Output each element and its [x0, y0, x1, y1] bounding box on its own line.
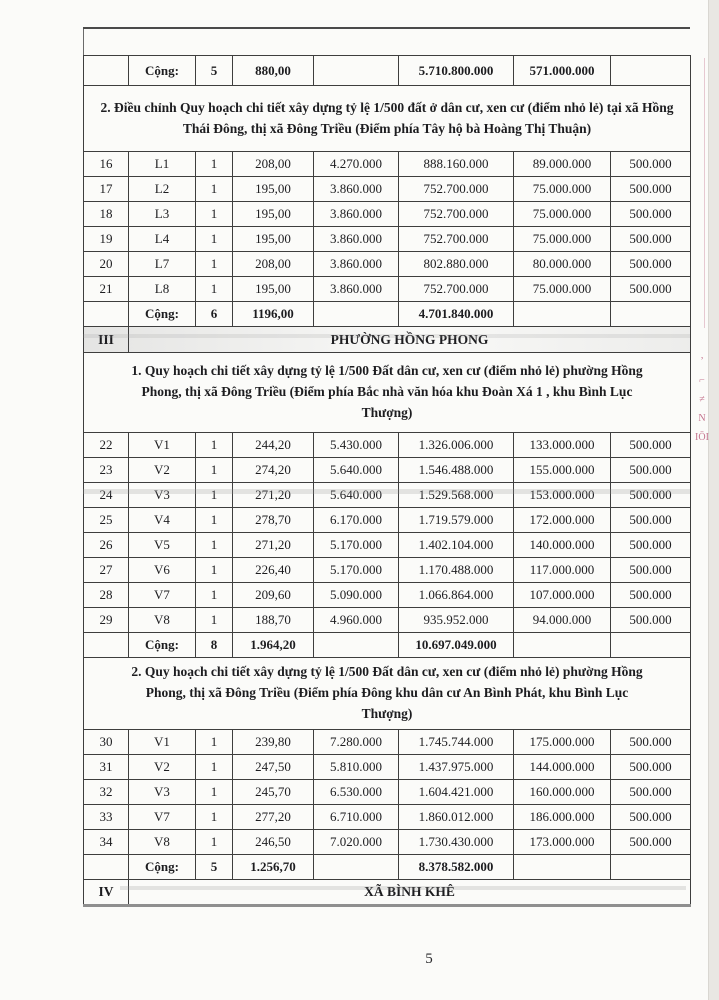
cell-stt: [84, 854, 129, 879]
cell-stt: 27: [84, 558, 129, 583]
cell-so-luong: 1: [196, 277, 233, 302]
cell-ky-hieu: V4: [129, 508, 196, 533]
table-row-data: [84, 177, 691, 202]
cell-le-phi: 500.000: [611, 533, 691, 558]
cell-don-gia: [314, 854, 399, 879]
cell-stt: 20: [84, 252, 129, 277]
cell-le-phi: 500.000: [611, 152, 691, 177]
cell-don-gia: [314, 633, 399, 658]
cell-dien-tich: 239,80: [233, 729, 314, 754]
cell-dien-tich: 195,00: [233, 177, 314, 202]
cell-tien: [514, 633, 611, 658]
cell-tien: 75.000.000: [514, 227, 611, 252]
cell-ky-hieu: Cộng:: [129, 854, 196, 879]
cell-stt: 24: [84, 483, 129, 508]
cell-don-gia: 3.860.000: [314, 252, 399, 277]
cell-so-luong: 6: [196, 302, 233, 327]
cell-dien-tich: 1196,00: [233, 302, 314, 327]
cell-dien-tich: 226,40: [233, 558, 314, 583]
cell-le-phi: 500.000: [611, 433, 691, 458]
cell-dien-tich: 274,20: [233, 458, 314, 483]
table-row-data: [84, 533, 691, 558]
cell-don-gia: 5.430.000: [314, 433, 399, 458]
cell-thanh-tien: 1.546.488.000: [399, 458, 514, 483]
table-row-data: [84, 608, 691, 633]
cell-thanh-tien: 802.880.000: [399, 252, 514, 277]
group-heading: 1. Quy hoạch chi tiết xây dựng tỷ lệ 1/500 Đất dân cư, xen cư (điểm nhỏ lẻ) phường Hồng Phong, thị xã Đông Triều (Điểm phía Bắc nhà văn hóa khu Đoàn Xá 1 , khu Bình Lục Thượng): [84, 353, 691, 433]
cell-tien: 75.000.000: [514, 277, 611, 302]
table-row-data: [84, 483, 691, 508]
cell-ky-hieu: V1: [129, 433, 196, 458]
cell-tien: 144.000.000: [514, 754, 611, 779]
table-row-section: [84, 327, 691, 353]
cell-so-luong: 1: [196, 177, 233, 202]
cell-tien: 172.000.000: [514, 508, 611, 533]
cell-dien-tich: 271,20: [233, 483, 314, 508]
table-row-sum: [84, 302, 691, 327]
cell-ky-hieu: Cộng:: [129, 302, 196, 327]
cell-tien: 571.000.000: [514, 56, 611, 86]
cell-thanh-tien: 5.710.800.000: [399, 56, 514, 86]
cell-thanh-tien: 1.719.579.000: [399, 508, 514, 533]
cell-stt: 28: [84, 583, 129, 608]
cell-stt: 21: [84, 277, 129, 302]
cell-le-phi: 500.000: [611, 252, 691, 277]
cell-so-luong: 5: [196, 56, 233, 86]
cell-ky-hieu: Cộng:: [129, 633, 196, 658]
cell-dien-tich: 246,50: [233, 829, 314, 854]
cell-so-luong: 1: [196, 558, 233, 583]
cell-ky-hieu: V8: [129, 608, 196, 633]
cell-le-phi: 500.000: [611, 779, 691, 804]
cell-ky-hieu: V5: [129, 533, 196, 558]
cell-dien-tich: 278,70: [233, 508, 314, 533]
cell-tien: 133.000.000: [514, 433, 611, 458]
cell-tien: 75.000.000: [514, 202, 611, 227]
group-heading: 2. Điều chỉnh Quy hoạch chi tiết xây dựng tỷ lệ 1/500 đất ở dân cư, xen cư (điểm nhỏ lẻ) tại xã Hồng Thái Đông, thị xã Đông Triều (Điểm phía Tây hộ bà Hoàng Thị Thuận): [84, 86, 691, 152]
cell-thanh-tien: 1.437.975.000: [399, 754, 514, 779]
cell-stt: 18: [84, 202, 129, 227]
stamp-hairline: [704, 58, 705, 328]
table-row-data: [84, 754, 691, 779]
cell-so-luong: 1: [196, 533, 233, 558]
cell-don-gia: 5.170.000: [314, 558, 399, 583]
cell-don-gia: 4.270.000: [314, 152, 399, 177]
cell-thanh-tien: 10.697.049.000: [399, 633, 514, 658]
cell-don-gia: 3.860.000: [314, 277, 399, 302]
cell-tien: 140.000.000: [514, 533, 611, 558]
table-row-heading: [84, 353, 691, 433]
margin-stamp: [694, 352, 710, 447]
table-left-rule: [83, 29, 84, 55]
cell-thanh-tien: 8.378.582.000: [399, 854, 514, 879]
section-title: PHƯỜNG HỒNG PHONG: [129, 327, 691, 353]
table-row-data: [84, 583, 691, 608]
cell-dien-tich: 195,00: [233, 277, 314, 302]
cell-dien-tich: 277,20: [233, 804, 314, 829]
cell-so-luong: 1: [196, 433, 233, 458]
cell-don-gia: 5.170.000: [314, 533, 399, 558]
cell-don-gia: 6.710.000: [314, 804, 399, 829]
cell-thanh-tien: 1.326.006.000: [399, 433, 514, 458]
cell-le-phi: [611, 854, 691, 879]
cell-ky-hieu: L7: [129, 252, 196, 277]
cell-so-luong: 1: [196, 583, 233, 608]
cell-stt: 23: [84, 458, 129, 483]
cell-tien: 155.000.000: [514, 458, 611, 483]
cell-ky-hieu: V3: [129, 483, 196, 508]
table-row-data: [84, 152, 691, 177]
cell-so-luong: 1: [196, 458, 233, 483]
table-row-data: [84, 252, 691, 277]
cell-thanh-tien: 1.402.104.000: [399, 533, 514, 558]
cell-stt: 32: [84, 779, 129, 804]
cell-don-gia: 4.960.000: [314, 608, 399, 633]
cell-tien: [514, 302, 611, 327]
cell-le-phi: 500.000: [611, 829, 691, 854]
cell-tien: 186.000.000: [514, 804, 611, 829]
cell-le-phi: 500.000: [611, 458, 691, 483]
cell-ky-hieu: V3: [129, 779, 196, 804]
cell-don-gia: [314, 302, 399, 327]
cell-stt: [84, 633, 129, 658]
table-row-data: [84, 729, 691, 754]
cell-so-luong: 1: [196, 252, 233, 277]
cell-tien: 160.000.000: [514, 779, 611, 804]
cell-don-gia: 5.810.000: [314, 754, 399, 779]
cell-stt: 30: [84, 729, 129, 754]
cell-ky-hieu: L2: [129, 177, 196, 202]
cell-le-phi: [611, 633, 691, 658]
cell-ky-hieu: V7: [129, 583, 196, 608]
table-row-data: [84, 202, 691, 227]
cell-le-phi: 500.000: [611, 277, 691, 302]
cell-so-luong: 8: [196, 633, 233, 658]
cell-stt: [84, 56, 129, 86]
cell-don-gia: 7.020.000: [314, 829, 399, 854]
cell-le-phi: 500.000: [611, 583, 691, 608]
cell-so-luong: 1: [196, 152, 233, 177]
land-price-table: [83, 55, 691, 907]
cell-don-gia: 6.170.000: [314, 508, 399, 533]
cell-stt: 16: [84, 152, 129, 177]
cell-tien: 173.000.000: [514, 829, 611, 854]
cell-stt: 19: [84, 227, 129, 252]
cell-don-gia: 7.280.000: [314, 729, 399, 754]
cell-dien-tich: 1.964,20: [233, 633, 314, 658]
cell-so-luong: 1: [196, 779, 233, 804]
cell-le-phi: 500.000: [611, 608, 691, 633]
cell-ky-hieu: L3: [129, 202, 196, 227]
cell-stt: 25: [84, 508, 129, 533]
table-row-section: [84, 879, 691, 905]
cell-le-phi: 500.000: [611, 483, 691, 508]
cell-dien-tich: 1.256,70: [233, 854, 314, 879]
cell-le-phi: [611, 56, 691, 86]
table-row-sum: [84, 854, 691, 879]
cell-thanh-tien: 888.160.000: [399, 152, 514, 177]
cell-tien: 107.000.000: [514, 583, 611, 608]
cell-dien-tich: 188,70: [233, 608, 314, 633]
table-row-sum: [84, 633, 691, 658]
cell-ky-hieu: V6: [129, 558, 196, 583]
cell-ky-hieu: V2: [129, 754, 196, 779]
table-row-data: [84, 433, 691, 458]
cell-thanh-tien: 1.860.012.000: [399, 804, 514, 829]
cell-so-luong: 1: [196, 202, 233, 227]
cell-dien-tich: 244,20: [233, 433, 314, 458]
cell-so-luong: 5: [196, 854, 233, 879]
cell-thanh-tien: 752.700.000: [399, 277, 514, 302]
cell-stt: 33: [84, 804, 129, 829]
cell-so-luong: 1: [196, 483, 233, 508]
table-row-data: [84, 558, 691, 583]
cell-ky-hieu: L4: [129, 227, 196, 252]
cell-le-phi: 500.000: [611, 508, 691, 533]
cell-don-gia: 5.090.000: [314, 583, 399, 608]
cell-stt: 31: [84, 754, 129, 779]
table-row-data: [84, 804, 691, 829]
cell-don-gia: 3.860.000: [314, 227, 399, 252]
cell-dien-tich: 209,60: [233, 583, 314, 608]
table-row-heading: [84, 658, 691, 730]
table-top-rule: [83, 27, 690, 29]
cell-thanh-tien: 752.700.000: [399, 202, 514, 227]
cell-ky-hieu: V8: [129, 829, 196, 854]
cell-stt: 29: [84, 608, 129, 633]
cell-stt: 17: [84, 177, 129, 202]
table-row-sum: [84, 56, 691, 86]
cell-so-luong: 1: [196, 508, 233, 533]
table-row-data: [84, 508, 691, 533]
cell-le-phi: 500.000: [611, 227, 691, 252]
cell-thanh-tien: 1.529.568.000: [399, 483, 514, 508]
table-row-data: [84, 829, 691, 854]
cell-tien: 94.000.000: [514, 608, 611, 633]
cell-don-gia: [314, 56, 399, 86]
stamp-mark: N: [698, 413, 706, 424]
cell-so-luong: 1: [196, 227, 233, 252]
stamp-mark: ΙŌΙ: [695, 432, 709, 443]
cell-stt: 34: [84, 829, 129, 854]
stamp-mark: ’: [700, 356, 704, 367]
cell-stt: 26: [84, 533, 129, 558]
land-table-body: [84, 56, 691, 906]
cell-tien: 117.000.000: [514, 558, 611, 583]
cell-don-gia: 3.860.000: [314, 177, 399, 202]
cell-dien-tich: 245,70: [233, 779, 314, 804]
cell-thanh-tien: 1.730.430.000: [399, 829, 514, 854]
cell-don-gia: 5.640.000: [314, 458, 399, 483]
table-row-data: [84, 227, 691, 252]
cell-so-luong: 1: [196, 804, 233, 829]
cell-dien-tich: 271,20: [233, 533, 314, 558]
table-row-heading: [84, 86, 691, 152]
cell-so-luong: 1: [196, 729, 233, 754]
cell-dien-tich: 208,00: [233, 252, 314, 277]
cell-dien-tich: 880,00: [233, 56, 314, 86]
cell-ky-hieu: V2: [129, 458, 196, 483]
group-heading: 2. Quy hoạch chi tiết xây dựng tỷ lệ 1/500 Đất dân cư, xen cư (điểm nhỏ lẻ) phường Hồng Phong, thị xã Đông Triều (Điểm phía Đông khu dân cư An Bình Phát, khu Bình Lục Thượng): [84, 658, 691, 730]
cell-thanh-tien: 752.700.000: [399, 227, 514, 252]
table-row-data: [84, 458, 691, 483]
cell-le-phi: [611, 302, 691, 327]
cell-thanh-tien: 4.701.840.000: [399, 302, 514, 327]
cell-ky-hieu: L8: [129, 277, 196, 302]
cell-tien: 175.000.000: [514, 729, 611, 754]
cell-stt: [84, 302, 129, 327]
cell-le-phi: 500.000: [611, 202, 691, 227]
cell-tien: 75.000.000: [514, 177, 611, 202]
section-number: III: [84, 327, 129, 353]
cell-thanh-tien: 1.604.421.000: [399, 779, 514, 804]
cell-le-phi: 500.000: [611, 729, 691, 754]
page-number: 5: [425, 951, 433, 967]
cell-thanh-tien: 1.170.488.000: [399, 558, 514, 583]
cell-thanh-tien: 935.952.000: [399, 608, 514, 633]
cell-thanh-tien: 1.066.864.000: [399, 583, 514, 608]
cell-don-gia: 3.860.000: [314, 202, 399, 227]
section-title: XÃ BÌNH KHÊ: [129, 879, 691, 905]
cell-tien: 153.000.000: [514, 483, 611, 508]
cell-ky-hieu: V1: [129, 729, 196, 754]
section-number: IV: [84, 879, 129, 905]
cell-dien-tich: 208,00: [233, 152, 314, 177]
cell-thanh-tien: 1.745.744.000: [399, 729, 514, 754]
cell-don-gia: 6.530.000: [314, 779, 399, 804]
cell-so-luong: 1: [196, 608, 233, 633]
cell-tien: [514, 854, 611, 879]
cell-ky-hieu: L1: [129, 152, 196, 177]
cell-le-phi: 500.000: [611, 177, 691, 202]
cell-dien-tich: 247,50: [233, 754, 314, 779]
cell-so-luong: 1: [196, 829, 233, 854]
cell-so-luong: 1: [196, 754, 233, 779]
table-row-data: [84, 277, 691, 302]
cell-ky-hieu: Cộng:: [129, 56, 196, 86]
cell-le-phi: 500.000: [611, 754, 691, 779]
page-edge: [708, 0, 719, 1000]
cell-tien: 80.000.000: [514, 252, 611, 277]
cell-le-phi: 500.000: [611, 804, 691, 829]
cell-tien: 89.000.000: [514, 152, 611, 177]
table-row-data: [84, 779, 691, 804]
stamp-mark: ⌐: [699, 375, 705, 386]
cell-ky-hieu: V7: [129, 804, 196, 829]
stamp-mark: ≠: [699, 394, 705, 405]
cell-stt: 22: [84, 433, 129, 458]
cell-le-phi: 500.000: [611, 558, 691, 583]
cell-don-gia: 5.640.000: [314, 483, 399, 508]
cell-thanh-tien: 752.700.000: [399, 177, 514, 202]
cell-dien-tich: 195,00: [233, 227, 314, 252]
cell-dien-tich: 195,00: [233, 202, 314, 227]
